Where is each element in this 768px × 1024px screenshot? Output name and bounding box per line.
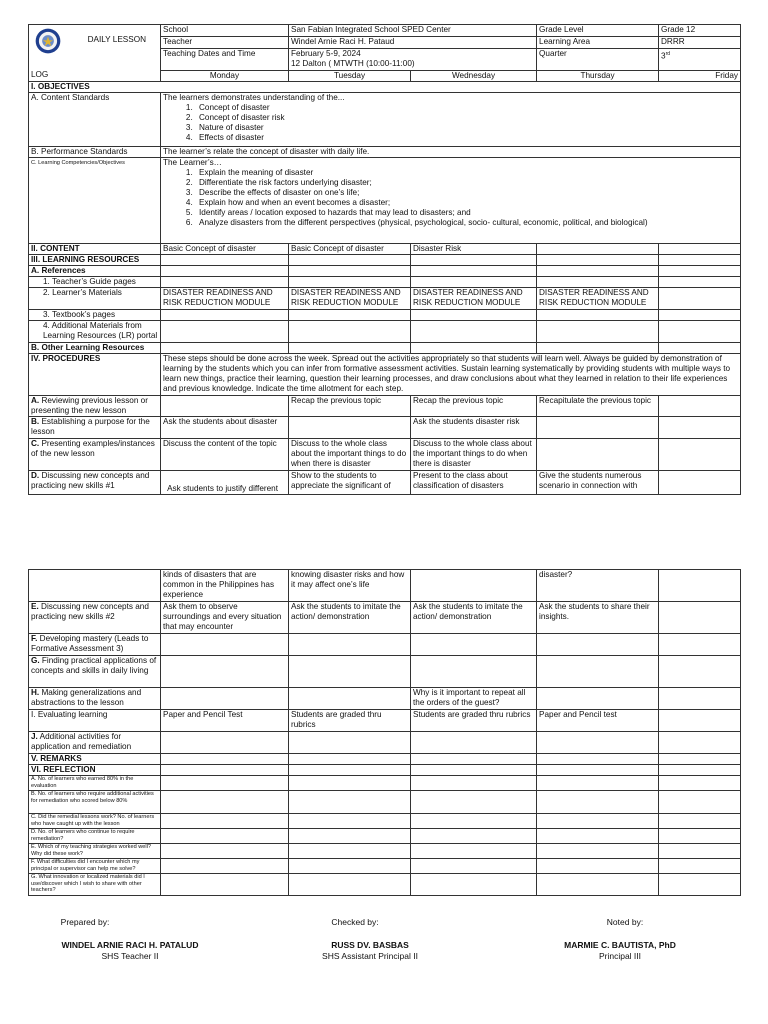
learners-materials-thursday: DISASTER READINESS AND RISK REDUCTION MODULE: [537, 288, 659, 310]
table-cell: [537, 874, 659, 896]
procedure-cell: [161, 688, 289, 710]
procedure-cell: Students are graded thru rubrics: [289, 710, 411, 732]
procedure-letter: E.: [31, 602, 39, 611]
objectives-heading: I. OBJECTIVES: [29, 82, 741, 93]
table-cell: [537, 844, 659, 859]
procedure-cell: [289, 634, 411, 656]
deped-seal-icon: [35, 28, 61, 54]
table-cell: [411, 255, 537, 266]
procedure-cell: Recapitulate the previous topic: [537, 396, 659, 417]
procedure-e-label: [29, 602, 161, 634]
procedure-cell: [537, 634, 659, 656]
procedure-cell: Discuss to the whole class about the important things to do when there is disaster: [289, 439, 411, 471]
procedure-d-label: [29, 471, 161, 495]
procedure-g-label: [29, 656, 161, 688]
additional-materials-label: 4. Additional Materials from Learning Resources (LR) portal: [29, 321, 161, 343]
lesson-log-page-2: [28, 569, 740, 896]
procedure-cell: [659, 471, 741, 495]
teacher-label: Teacher: [161, 37, 289, 49]
competencies-list: [163, 168, 738, 228]
table-cell: [161, 776, 289, 791]
procedure-cell: Discuss to the whole class about the important things to do when there is disaster: [411, 439, 537, 471]
procedure-cell: [289, 688, 411, 710]
performance-standards-label: B. Performance Standards: [29, 147, 161, 158]
table-cell: [289, 791, 411, 814]
table-cell: [161, 814, 289, 829]
content-heading: II. CONTENT: [29, 244, 161, 255]
table-cell: [161, 754, 289, 765]
procedure-text: Discussing new concepts and practicing new skills #2: [31, 602, 149, 621]
quarter-value: [659, 49, 741, 71]
table-cell: [537, 814, 659, 829]
table-cell: [659, 844, 741, 859]
procedure-cell: Recap the previous topic: [411, 396, 537, 417]
noted-by-name: MARMIE C. BAUTISTA, PhD: [564, 940, 676, 950]
table-cell: [659, 791, 741, 814]
procedure-d-continued: disaster?: [537, 570, 659, 602]
table-cell: [161, 765, 289, 776]
table-cell: [289, 343, 411, 354]
performance-standards-value: The learner’s relate the concept of disaster with daily life.: [161, 147, 741, 158]
learning-area-label: Learning Area: [537, 37, 659, 49]
table-cell: [289, 859, 411, 874]
procedure-cell: Recap the previous topic: [289, 396, 411, 417]
table-cell: [161, 791, 289, 814]
table-cell: [161, 844, 289, 859]
learning-resources-heading: III. LEARNING RESOURCES: [29, 255, 161, 266]
learners-materials-monday: DISASTER READINESS AND RISK REDUCTION MODULE: [161, 288, 289, 310]
procedure-i-label: [29, 710, 161, 732]
procedure-letter: B.: [31, 417, 40, 426]
reflection-item-a: A. No. of learners who earned 80% in the evaluation: [29, 776, 161, 791]
table-cell: [537, 277, 659, 288]
content-tuesday: Basic Concept of disaster: [289, 244, 411, 255]
procedure-cell: [411, 656, 537, 688]
table-cell: [411, 343, 537, 354]
procedure-cell: [289, 656, 411, 688]
quarter-number: 3: [661, 51, 666, 61]
procedure-text: Presenting examples/instances of the new lesson: [31, 439, 155, 458]
remarks-heading: V. REMARKS: [29, 754, 161, 765]
table-cell: [411, 791, 537, 814]
procedure-cell: [659, 634, 741, 656]
content-friday: [659, 244, 741, 255]
teacher-value: Windel Arnie Raci H. Pataud: [289, 37, 537, 49]
list-item: 1. Concept of disaster: [195, 103, 738, 113]
procedures-heading: IV. PROCEDURES: [29, 354, 161, 396]
procedure-letter: D.: [31, 471, 40, 480]
procedure-cell: Discuss the content of the topic: [161, 439, 289, 471]
header-title-cell: [29, 25, 161, 82]
list-item: 4. Effects of disaster: [195, 133, 738, 143]
procedure-letter: C.: [31, 439, 40, 448]
table-cell: [537, 765, 659, 776]
lesson-log-table: [28, 24, 741, 495]
procedure-cell: [659, 417, 741, 439]
table-cell: [289, 765, 411, 776]
table-cell: [289, 874, 411, 896]
procedure-cell: Show to the students to appreciate the significant of: [289, 471, 411, 495]
procedure-cell: Paper and Pencil test: [537, 710, 659, 732]
procedure-text: Establishing a purpose for the lesson: [31, 417, 150, 436]
procedure-cell: [289, 417, 411, 439]
prepared-by-name: WINDEL ARNIE RACI H. PATALUD: [61, 940, 199, 950]
procedure-cell: [659, 710, 741, 732]
procedure-letter: J.: [31, 732, 38, 741]
list-item: 1. Explain the meaning of disaster: [195, 168, 738, 178]
noted-by-block: [530, 940, 710, 962]
school-value: San Fabian Integrated School SPED Center: [289, 25, 537, 37]
procedure-text: I. Evaluating learning: [31, 710, 108, 719]
procedure-text: Developing mastery (Leads to Formative Assessment 3): [31, 634, 149, 653]
procedure-cell: Ask the students to imitate the action/ demonstration: [289, 602, 411, 634]
grade-level-value: Grade 12: [659, 25, 741, 37]
procedure-text: Discussing new concepts and practicing new skills #1: [31, 471, 150, 490]
table-cell: [411, 859, 537, 874]
learners-materials-label: 2. Learner’s Materials: [29, 288, 161, 310]
table-cell: [161, 266, 289, 277]
table-cell: [659, 814, 741, 829]
day-friday: Friday: [659, 71, 741, 82]
reflection-item-e: E. Which of my teaching strategies worked well? Why did these work?: [29, 844, 161, 859]
table-cell: [161, 343, 289, 354]
procedure-cell: [289, 732, 411, 754]
school-label: School: [161, 25, 289, 37]
procedure-cell: [161, 396, 289, 417]
reflection-item-f: F. What difficulties did I encounter which my principal or supervisor can help me solve?: [29, 859, 161, 874]
table-cell: [411, 844, 537, 859]
table-cell: [411, 814, 537, 829]
procedure-cell: [161, 634, 289, 656]
procedure-b-label: [29, 417, 161, 439]
procedure-cell: Why is it important to repeat all the orders of the guest?: [411, 688, 537, 710]
procedure-letter: H.: [31, 688, 40, 697]
competencies-intro: The Learner’s…: [163, 158, 222, 167]
procedure-cell: [537, 417, 659, 439]
lesson-log-page-1: [28, 24, 740, 495]
reflection-item-c: C. Did the remedial lessons work? No. of learners who have caught up with the lesson: [29, 814, 161, 829]
table-cell: [411, 321, 537, 343]
other-resources-heading: B. Other Learning Resources: [29, 343, 161, 354]
table-cell: [537, 754, 659, 765]
noted-by-label: Noted by:: [606, 917, 644, 927]
dates-line-1: February 5-9, 2024: [291, 49, 361, 58]
procedure-letter: G.: [31, 656, 40, 665]
content-standards-intro: The learners demonstrates understanding of the...: [163, 93, 345, 102]
table-cell: [659, 277, 741, 288]
table-cell: [537, 791, 659, 814]
procedure-a-label: [29, 396, 161, 417]
table-cell: [659, 255, 741, 266]
dates-value: [289, 49, 537, 71]
table-cell: [289, 829, 411, 844]
procedure-cell: Give the students numerous scenario in connection with: [537, 471, 659, 495]
learners-materials-tuesday: DISASTER READINESS AND RISK REDUCTION MODULE: [289, 288, 411, 310]
table-cell: [411, 874, 537, 896]
table-cell: [411, 310, 537, 321]
prepared-by-label: Prepared by:: [60, 917, 110, 927]
dates-label: Teaching Dates and Time: [161, 49, 289, 71]
day-wednesday: Wednesday: [411, 71, 537, 82]
list-item: 3. Describe the effects of disaster on one’s life;: [195, 188, 738, 198]
table-cell: [411, 266, 537, 277]
day-tuesday: Tuesday: [289, 71, 411, 82]
procedure-cell: Students are graded thru rubrics: [411, 710, 537, 732]
content-standards-value: [161, 93, 741, 147]
table-cell: [289, 321, 411, 343]
procedure-j-label: [29, 732, 161, 754]
table-cell: [659, 829, 741, 844]
procedure-text: Making generalizations and abstractions to the lesson: [31, 688, 142, 707]
teachers-guide-label: 1. Teacher’s Guide pages: [29, 277, 161, 288]
quarter-label: Quarter: [537, 49, 659, 71]
table-cell: [659, 859, 741, 874]
table-cell: [537, 310, 659, 321]
noted-by-title: Principal III: [598, 951, 642, 961]
table-cell: [659, 321, 741, 343]
daily-lesson-title: DAILY LESSON: [87, 35, 146, 44]
checked-by-label: Checked by:: [331, 917, 379, 927]
procedure-cell: [411, 634, 537, 656]
procedure-cell: Ask them to observe surroundings and every situation that may encounter: [161, 602, 289, 634]
table-cell: [659, 776, 741, 791]
prepared-by-title: SHS Teacher II: [101, 951, 159, 961]
competencies-label: C. Learning Competencies/Objectives: [29, 158, 161, 244]
table-cell: [411, 754, 537, 765]
checked-by-name: RUSS DV. BASBAS: [331, 940, 409, 950]
table-cell: [411, 829, 537, 844]
table-cell: [537, 255, 659, 266]
procedure-cell: [537, 732, 659, 754]
procedures-note: These steps should be done across the week. Spread out the activities appropriately so that students will learn well. Always be guided by demonstration of learning by the students which you can infer from formative assessment activities. Sustain learning systematically by providing students with multiple ways to learn new things, practice their learning, question their learning processes, and draw conclusions about what they learned in relation to their life experiences and previous knowledge. Indicate the time allotment for each step.: [161, 354, 741, 396]
table-cell: [537, 266, 659, 277]
competencies-value: [161, 158, 741, 244]
table-cell: [161, 310, 289, 321]
learners-materials-friday: [659, 288, 741, 310]
quarter-suffix: rd: [665, 51, 671, 57]
table-cell: [537, 321, 659, 343]
procedure-letter: F.: [31, 634, 38, 643]
table-cell: [659, 765, 741, 776]
table-cell: [161, 255, 289, 266]
procedure-cell: [411, 732, 537, 754]
content-wednesday: Disaster Risk: [411, 244, 537, 255]
table-cell: [537, 859, 659, 874]
day-monday: Monday: [161, 71, 289, 82]
procedure-cell: [659, 688, 741, 710]
checked-by-title: SHS Assistant Principal II: [322, 951, 418, 961]
table-cell: [289, 844, 411, 859]
procedure-d-continued: knowing disaster risks and how it may affect one’s life: [289, 570, 411, 602]
procedure-h-label: [29, 688, 161, 710]
procedure-text: Reviewing previous lesson or presenting the new lesson: [31, 396, 148, 415]
procedure-cell: [537, 688, 659, 710]
table-cell: [659, 874, 741, 896]
table-cell: [659, 754, 741, 765]
procedure-cell: Paper and Pencil Test: [161, 710, 289, 732]
reflection-item-g: G. What innovation or localized materials did I use/discover which I wish to share with other teachers?: [29, 874, 161, 896]
procedure-cell: Ask students to justify different: [161, 471, 289, 495]
procedure-cell: [659, 396, 741, 417]
list-item: 2. Differentiate the risk factors underlying disaster;: [195, 178, 738, 188]
procedure-cell: Ask the students to imitate the action/ demonstration: [411, 602, 537, 634]
procedure-cell: Present to the class about classification of disasters: [411, 471, 537, 495]
dates-line-2: 12 Dalton ( MTWTH (10:00-11:00): [291, 59, 415, 68]
procedure-cell: [537, 656, 659, 688]
table-cell: [411, 277, 537, 288]
grade-level-label: Grade Level: [537, 25, 659, 37]
table-cell: [289, 255, 411, 266]
prepared-by-block: [40, 940, 220, 962]
reflection-item-b: B. No. of learners who require additional activities for remediation who scored below 80%: [29, 791, 161, 814]
procedure-c-label: [29, 439, 161, 471]
learners-materials-wednesday: DISASTER READINESS AND RISK REDUCTION MODULE: [411, 288, 537, 310]
table-cell: [537, 829, 659, 844]
procedure-cell: [659, 732, 741, 754]
table-cell: [289, 266, 411, 277]
procedure-cell: [537, 439, 659, 471]
procedure-letter: A.: [31, 396, 40, 405]
textbooks-label: 3. Textbook’s pages: [29, 310, 161, 321]
learning-area-value: DRRR: [659, 37, 741, 49]
table-cell: [289, 776, 411, 791]
list-item: 6. Analyze disasters from the different perspectives (physical, psychological, socio- cultural, economic, political, and biological): [195, 218, 738, 228]
list-item: 4. Explain how and when an event becomes a disaster;: [195, 198, 738, 208]
procedure-text: Finding practical applications of concepts and skills in daily living: [31, 656, 157, 675]
table-cell: [659, 310, 741, 321]
table-cell: [537, 343, 659, 354]
table-cell: [659, 343, 741, 354]
procedure-cell: [659, 656, 741, 688]
table-cell: [411, 765, 537, 776]
checked-by-block: [290, 940, 450, 962]
reflection-heading: VI. REFLECTION: [29, 765, 161, 776]
table-cell: [659, 266, 741, 277]
procedure-cell: [161, 732, 289, 754]
day-thursday: Thursday: [537, 71, 659, 82]
procedure-d-continued: [411, 570, 537, 602]
procedure-cell: Ask the students about disaster: [161, 417, 289, 439]
procedure-d-continued: [659, 570, 741, 602]
table-cell: [289, 754, 411, 765]
table-cell: [289, 814, 411, 829]
list-item: 2. Concept of disaster risk: [195, 113, 738, 123]
procedure-cell: [161, 656, 289, 688]
reflection-item-d: D. No. of learners who continue to require remediation?: [29, 829, 161, 844]
references-heading: A. References: [29, 266, 161, 277]
procedure-d-continued: kinds of disasters that are common in the Philippines has experience: [161, 570, 289, 602]
content-thursday: [537, 244, 659, 255]
table-cell: [537, 776, 659, 791]
table-cell: [161, 829, 289, 844]
table-cell: [411, 776, 537, 791]
procedure-text: Additional activities for application and remediation: [31, 732, 132, 751]
procedure-cell: [659, 439, 741, 471]
table-cell: [161, 859, 289, 874]
procedure-cell: Ask the students to share their insights.: [537, 602, 659, 634]
lesson-log-table-continued: [28, 569, 741, 896]
table-cell: [161, 321, 289, 343]
table-cell: [161, 277, 289, 288]
procedure-cell: [659, 602, 741, 634]
table-cell: [29, 570, 161, 602]
procedure-f-label: [29, 634, 161, 656]
table-cell: [289, 277, 411, 288]
list-item: 5. Identify areas / location exposed to hazards that may lead to disasters; and: [195, 208, 738, 218]
list-item: 3. Nature of disaster: [195, 123, 738, 133]
procedure-cell: Ask the students disaster risk: [411, 417, 537, 439]
content-monday: Basic Concept of disaster: [161, 244, 289, 255]
table-cell: [161, 874, 289, 896]
log-title: LOG: [31, 70, 49, 79]
content-standards-label: A. Content Standards: [29, 93, 161, 147]
table-cell: [289, 310, 411, 321]
content-standards-list: [163, 103, 738, 143]
